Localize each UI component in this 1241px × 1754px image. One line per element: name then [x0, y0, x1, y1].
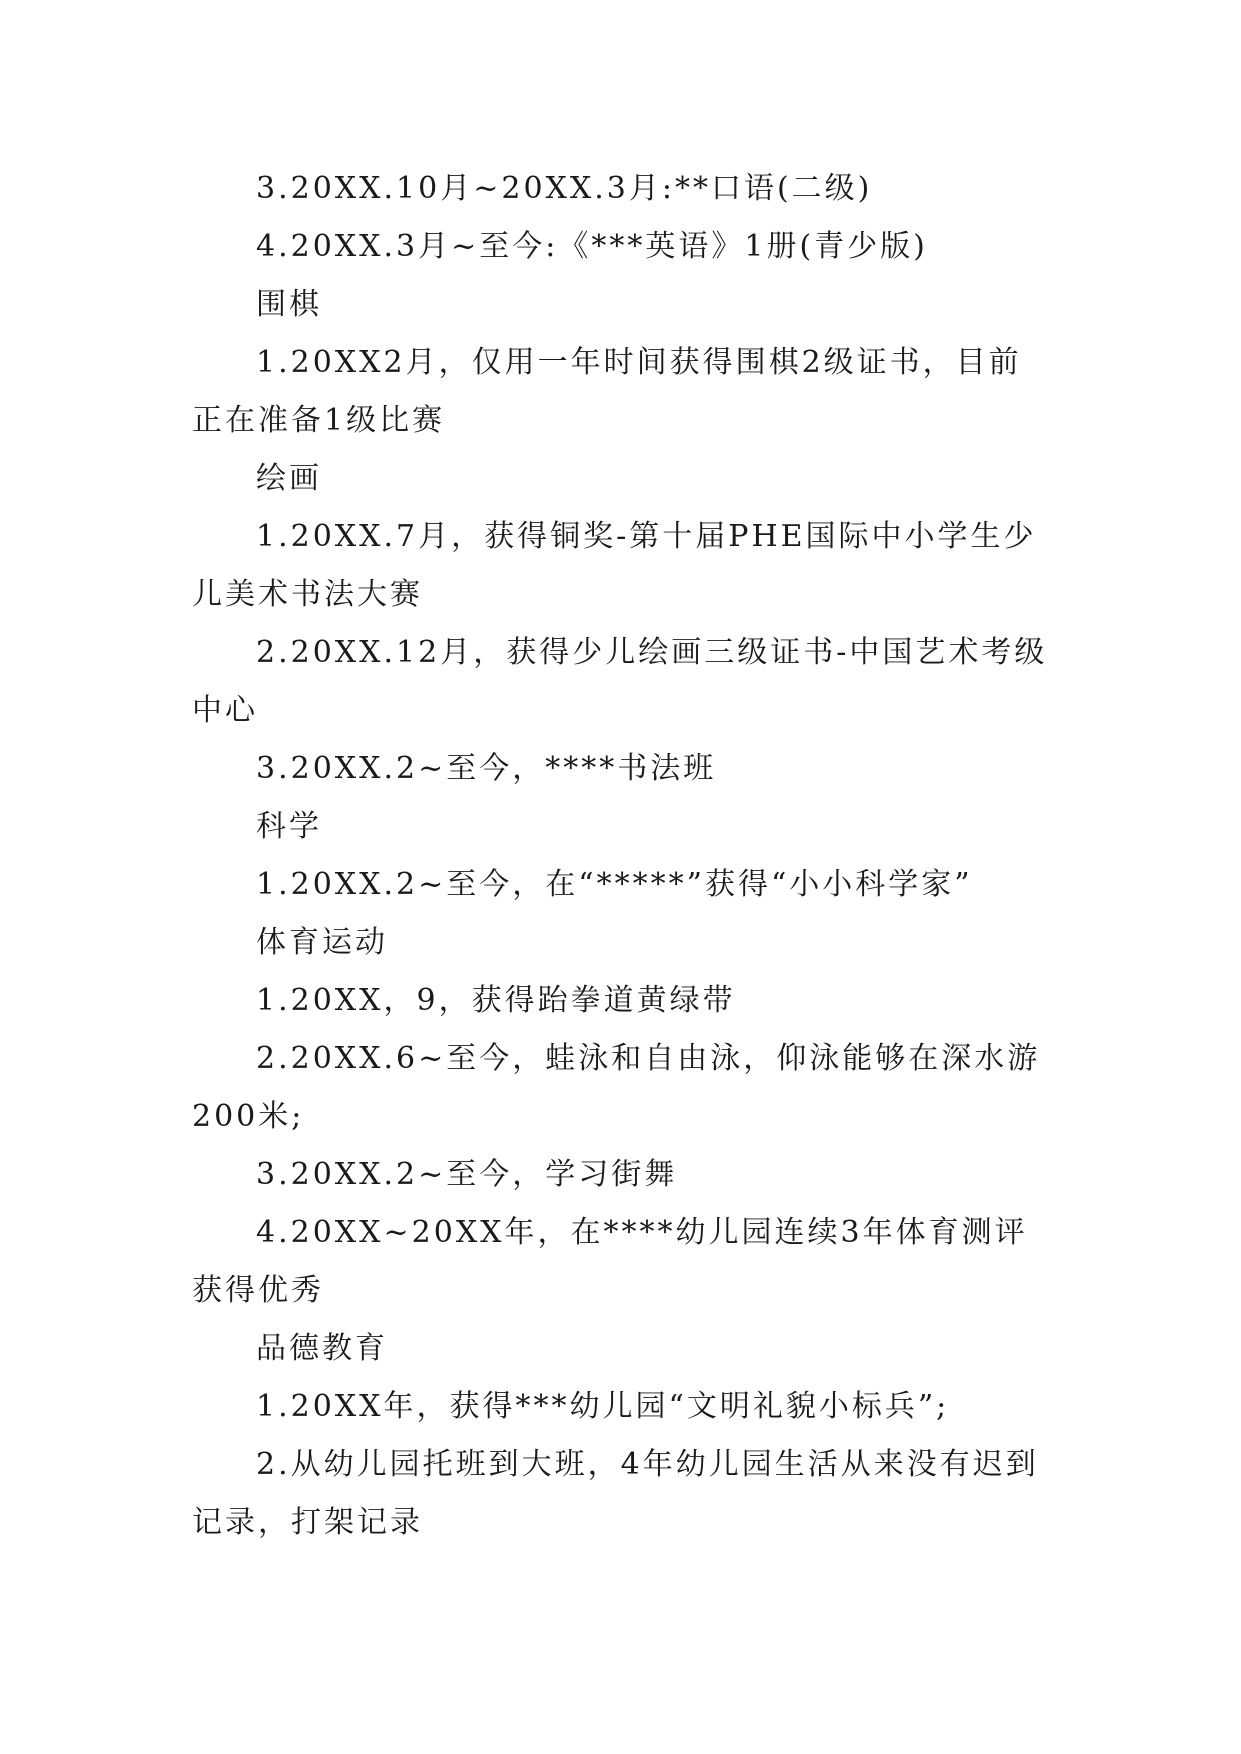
paragraph-oral-english: 3.20XX.10月~20XX.3月:**口语(二级): [256, 171, 873, 206]
paragraph-swimming: 2.20XX.6~至今，蛙泳和自由泳，仰泳能够在深水游200米;: [192, 1041, 1041, 1134]
section-heading-go: 围棋: [256, 287, 322, 322]
paragraph-little-scientist: 1.20XX.2~至今，在“*****”获得“小小科学家”: [256, 867, 973, 902]
paragraph-fitness-evaluation: 4.20XX~20XX年，在****幼儿园连续3年体育测评获得优秀: [192, 1215, 1028, 1308]
paragraph-english-book: 4.20XX.3月~至今:《***英语》1册(青少版): [256, 229, 928, 264]
paragraph-street-dance: 3.20XX.2~至今，学习街舞: [256, 1157, 678, 1192]
paragraph-bronze-award: 1.20XX.7月，获得铜奖-第十届PHE国际中小学生少儿美术书法大赛: [192, 519, 1037, 612]
paragraph-civility-award: 1.20XX年，获得***幼儿园“文明礼貌小标兵”;: [256, 1389, 950, 1424]
paragraph-calligraphy-class: 3.20XX.2~至今，****书法班: [256, 751, 717, 786]
paragraph-taekwondo: 1.20XX，9，获得跆拳道黄绿带: [256, 983, 736, 1018]
document-page: [192, 160, 1052, 1552]
section-heading-moral-education: 品德教育: [256, 1331, 388, 1366]
paragraph-painting-certificate: 2.20XX.12月，获得少儿绘画三级证书-中国艺术考级中心: [192, 635, 1048, 728]
section-heading-sports: 体育运动: [256, 925, 388, 960]
section-heading-science: 科学: [256, 809, 322, 844]
section-heading-painting: 绘画: [256, 461, 322, 496]
paragraph-attendance-record: 2.从幼儿园托班到大班，4年幼儿园生活从来没有迟到记录，打架记录: [192, 1447, 1039, 1540]
paragraph-go-certificate: 1.20XX2月，仅用一年时间获得围棋2级证书，目前正在准备1级比赛: [192, 345, 1022, 438]
